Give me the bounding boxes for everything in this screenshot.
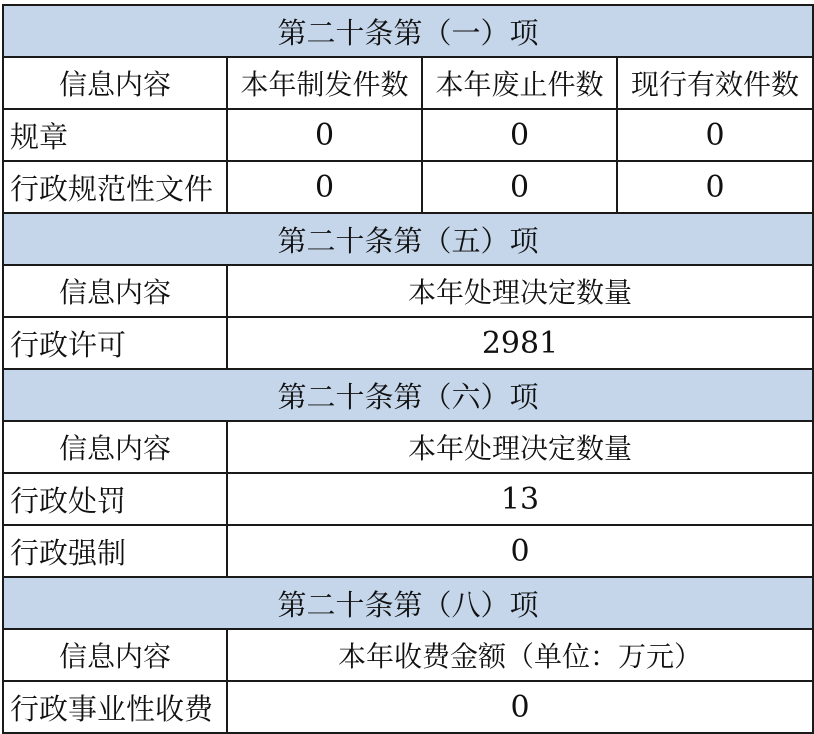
header-decision-count: 本年处理决定数量 [227,265,813,317]
section-row [3,213,813,265]
cell-valid: 0 [617,161,813,213]
section-row [3,369,813,421]
header-row [3,57,813,109]
header-row [3,421,813,473]
section-title: 第二十条第（一）项 [3,5,813,57]
header-info-content: 信息内容 [3,57,227,109]
header-valid-count: 现行有效件数 [617,57,813,109]
row-label: 行政事业性收费 [3,681,227,733]
row-label: 行政许可 [3,317,227,369]
row-label: 行政强制 [3,525,227,577]
cell-value: 0 [227,681,813,733]
cell-abolished: 0 [422,109,617,161]
table-row [3,317,813,369]
section-row [3,577,813,629]
section-title: 第二十条第（五）项 [3,213,813,265]
header-decision-count: 本年处理决定数量 [227,421,813,473]
header-row [3,629,813,681]
table-row [3,473,813,525]
header-fee-amount: 本年收费金额（单位：万元） [227,629,813,681]
cell-value: 0 [227,525,813,577]
header-info-content: 信息内容 [3,421,227,473]
table-row [3,109,813,161]
header-issued-count: 本年制发件数 [227,57,422,109]
table-row [3,161,813,213]
cell-issued: 0 [227,161,422,213]
table-row [3,681,813,733]
cell-valid: 0 [617,109,813,161]
row-label: 规章 [3,109,227,161]
row-label: 行政规范性文件 [3,161,227,213]
cell-value: 2981 [227,317,813,369]
header-info-content: 信息内容 [3,629,227,681]
cell-issued: 0 [227,109,422,161]
header-abolished-count: 本年废止件数 [422,57,617,109]
header-info-content: 信息内容 [3,265,227,317]
row-label: 行政处罚 [3,473,227,525]
cell-value: 13 [227,473,813,525]
header-row [3,265,813,317]
section-title: 第二十条第（八）项 [3,577,813,629]
section-row [3,5,813,57]
disclosure-table [2,4,814,734]
cell-abolished: 0 [422,161,617,213]
table-row [3,525,813,577]
section-title: 第二十条第（六）项 [3,369,813,421]
